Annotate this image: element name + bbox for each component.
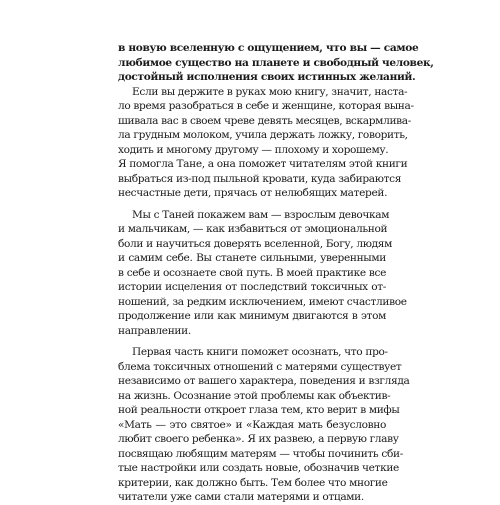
- paragraph: [118, 85, 414, 201]
- text-line: и самим себе. Вы станете сильными, уверенными: [118, 252, 386, 264]
- text-line: тые настройки или создать новые, обозначив четкие: [118, 462, 399, 474]
- text-line: шивала вас в своем чреве девять месяцев, вскармлива-: [118, 114, 411, 127]
- text-line: ной реальности откроет глаза тем, кто верит в мифы: [118, 404, 400, 416]
- text-line: достойный исполнения своих истинных желаний.: [118, 71, 416, 83]
- text-line: в новую вселенную с ощущением, что вы — самое: [118, 42, 419, 54]
- text-line: ла грудным молоком, учила держать ложку, говорить,: [118, 129, 408, 141]
- text-line: Мы с Таней покажем вам — взрослым девочкам: [132, 208, 390, 221]
- paragraph-intro: [118, 41, 434, 85]
- text-line: Если вы держите в руках мою книгу, значит, наста-: [132, 85, 408, 98]
- text-line: истории исцеления от последствий токсичных от-: [118, 281, 386, 293]
- text-line: в себе и осознаете свой путь. В моей практике все: [118, 266, 386, 279]
- text-line: независимо от вашего характера, поведения и взгляда: [118, 375, 410, 387]
- text-line: любимое существо на планете и свободный человек,: [118, 56, 434, 69]
- text-line: направлении.: [118, 324, 191, 337]
- text-line: ходить и многому другому — плохому и хорошему.: [118, 143, 389, 156]
- text-line: на жизнь. Осознание этой проблемы как объектив-: [118, 389, 391, 402]
- text-line: посвящаю любящим матерям — чтобы починить сби-: [118, 447, 403, 460]
- text-line: любит своего ребенка». Я их развею, а первую главу: [118, 433, 399, 445]
- text-line: несчастные дети, прячась от нелюбящих матерей.: [118, 187, 388, 199]
- text-line: и мальчикам, — как избавиться от эмоциональной: [118, 223, 388, 235]
- text-line: боли и научиться доверять вселенной, Богу, людям: [118, 237, 392, 250]
- text-line: критерии, как должно быть. Тем более что многие: [118, 476, 388, 489]
- text-line: ло время разобраться в себе и женщине, которая вына-: [118, 100, 414, 112]
- text-line: блема токсичных отношений с матерями существует: [118, 360, 402, 373]
- text-line: выбраться из-под пыльной кровати, куда забираются: [118, 172, 402, 185]
- text-line: «Мать — это святое» и «Каждая мать безусловно: [118, 418, 386, 431]
- text-line: Первая часть книги поможет осознать, что про-: [132, 346, 388, 358]
- text-line: ношений, за редким исключением, имеют счастливое: [118, 295, 407, 308]
- body-text: [118, 41, 434, 505]
- text-line: продолжение или как минимум двигаются в этом: [118, 310, 386, 322]
- text-line: читатели уже сами стали матерями и отцами.: [118, 491, 364, 503]
- text-line: Я помогла Тане, а она поможет читателям этой книги: [118, 158, 408, 170]
- paragraph: [118, 345, 410, 505]
- paragraph: [118, 208, 407, 339]
